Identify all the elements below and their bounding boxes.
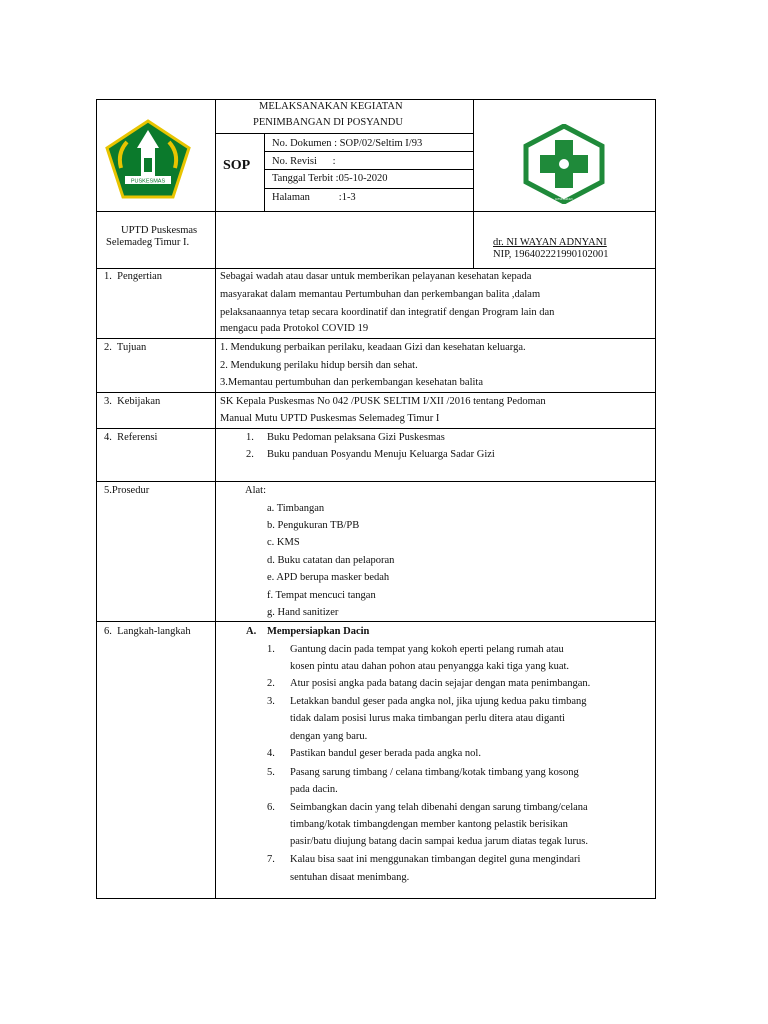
alat-item: a. Timbangan bbox=[267, 503, 325, 514]
tujuan-line-3: 3.Memantau pertumbuhan dan perkembangan kesehatan balita bbox=[220, 377, 483, 388]
step-line: Atur posisi angka pada batang dacin sejajar dengan mata penimbangan. bbox=[290, 678, 591, 689]
step-line: kosen pintu atau dahan pohon atau penyangga kaki tiga yang kuat. bbox=[290, 661, 570, 672]
kebijakan-line-2: Manual Mutu UPTD Puskesmas Selemadeg Timur I bbox=[220, 413, 440, 424]
tujuan-line-2: 2. Mendukung perilaku hidup bersih dan sehat. bbox=[220, 360, 418, 371]
subsection-letter: A. bbox=[246, 626, 257, 637]
section-label-referensi: 4. Referensi bbox=[104, 432, 158, 443]
step-line: Kalau bisa saat ini menggunakan timbangan degitel guna mengindari bbox=[290, 854, 581, 865]
page-count: Halaman :1-3 bbox=[272, 192, 356, 203]
header-bottom-line bbox=[96, 211, 656, 212]
step-line: tidak dalam posisi lurus maka timbangan perlu ditera atau diganti bbox=[290, 713, 565, 724]
section-label-tujuan: 2. Tujuan bbox=[104, 342, 147, 353]
section-label-langkah: 6. Langkah-langkah bbox=[104, 626, 191, 637]
step-line: pasir/batu diujung batang dacin sampai kedua jarum diatas tegak lurus. bbox=[290, 836, 588, 847]
doc-row-line-2 bbox=[264, 169, 473, 170]
pengertian-line-2: masyarakat dalam memantau Pertumbuhan dan perkembangan balita ,dalam bbox=[220, 289, 541, 300]
revision-number: No. Revisi : bbox=[272, 156, 336, 167]
row-line-kebijakan bbox=[96, 428, 656, 429]
step-line: Pasang sarung timbang / celana timbang/kotak timbang yang kosong bbox=[290, 767, 579, 778]
step-line: Seimbangkan dacin yang telah dibenahi dengan sarung timbang/celana bbox=[290, 802, 588, 813]
step-line: pada dacin. bbox=[290, 784, 338, 795]
section-label-prosedur: 5.Prosedur bbox=[104, 485, 150, 496]
step-line: Pastikan bandul geser berada pada angka nol. bbox=[290, 748, 481, 759]
signer-name: dr. NI WAYAN ADNYANI bbox=[493, 237, 607, 248]
pengertian-line-1: Sebagai wadah atau dasar untuk memberikan pelayanan kesehatan kepada bbox=[220, 271, 532, 282]
step-number: 1. bbox=[267, 644, 275, 655]
title-bottom-line bbox=[215, 133, 473, 134]
uptd-name-line-2: Selemadeg Timur I. bbox=[106, 237, 190, 248]
row-line-tujuan bbox=[96, 392, 656, 393]
column-divider bbox=[215, 99, 216, 899]
referensi-item-1: Buku Pedoman pelaksana Gizi Puskesmas bbox=[267, 432, 445, 443]
signer-nip: NIP, 196402221990102001 bbox=[493, 249, 609, 260]
uptd-name-line-1: UPTD Puskesmas bbox=[121, 225, 198, 236]
step-number: 3. bbox=[267, 696, 275, 707]
row-line-referensi bbox=[96, 481, 656, 482]
step-number: 7. bbox=[267, 854, 275, 865]
bakti-husada-logo bbox=[522, 124, 606, 204]
table-border-left bbox=[96, 99, 97, 899]
alat-item: b. Pengukuran TB/PB bbox=[267, 520, 360, 531]
svg-text:KESEHATAN: KESEHATAN bbox=[555, 197, 573, 201]
subsection-title: Mempersiapkan Dacin bbox=[267, 626, 370, 637]
step-number: 5. bbox=[267, 767, 275, 778]
step-number: 6. bbox=[267, 802, 275, 813]
step-line: sentuhan disaat menimbang. bbox=[290, 872, 410, 883]
kebijakan-line-1: SK Kepala Puskesmas No 042 /PUSK SELTIM I/XII /2016 tentang Pedoman bbox=[220, 396, 546, 407]
alat-item: c. KMS bbox=[267, 537, 300, 548]
step-line: Gantung dacin pada tempat yang kokoh eperti pelang rumah atau bbox=[290, 644, 564, 655]
step-line: dengan yang baru. bbox=[290, 731, 368, 742]
referensi-num-1: 1. bbox=[246, 432, 254, 443]
sop-title-line-2: PENIMBANGAN DI POSYANDU bbox=[253, 117, 403, 128]
alat-label: Alat: bbox=[245, 485, 266, 496]
sop-label: SOP bbox=[223, 158, 251, 173]
alat-item: f. Tempat mencuci tangan bbox=[267, 590, 376, 601]
section-label-kebijakan: 3. Kebijakan bbox=[104, 396, 161, 407]
referensi-num-2: 2. bbox=[246, 449, 254, 460]
alat-item: g. Hand sanitizer bbox=[267, 607, 339, 618]
row-line-pengertian bbox=[96, 338, 656, 339]
sop-divider bbox=[264, 133, 265, 211]
doc-row-line-3 bbox=[264, 188, 473, 189]
table-border-right bbox=[655, 99, 656, 899]
pengertian-line-3: pelaksanaannya tetap secara koordinatif dan integratif dengan Program lain dan bbox=[220, 307, 555, 318]
puskesmas-logo bbox=[103, 118, 193, 200]
step-number: 2. bbox=[267, 678, 275, 689]
header-divider-right bbox=[473, 99, 474, 269]
section-label-pengertian: 1. Pengertian bbox=[104, 271, 163, 282]
doc-row-line-1 bbox=[264, 151, 473, 152]
org-row-bottom bbox=[96, 268, 656, 269]
sop-title-line-1: MELAKSANAKAN KEGIATAN bbox=[259, 101, 403, 112]
step-number: 4. bbox=[267, 748, 275, 759]
alat-item: d. Buku catatan dan pelaporan bbox=[267, 555, 395, 566]
doc-number: No. Dokumen : SOP/02/Seltim I/93 bbox=[272, 138, 423, 149]
issue-date: Tanggal Terbit :05-10-2020 bbox=[272, 173, 388, 184]
step-line: timbang/kotak timbangdengan member kantong pelastik berisikan bbox=[290, 819, 568, 830]
svg-text:PUSKESMAS: PUSKESMAS bbox=[130, 178, 166, 185]
pengertian-line-4: mengacu pada Protokol COVID 19 bbox=[220, 323, 369, 334]
step-line: Letakkan bandul geser pada angka nol, jika ujung kedua paku timbang bbox=[290, 696, 587, 707]
tujuan-line-1: 1. Mendukung perbaikan perilaku, keadaan Gizi dan kesehatan keluarga. bbox=[220, 342, 526, 353]
referensi-item-2: Buku panduan Posyandu Menuju Keluarga Sadar Gizi bbox=[267, 449, 495, 460]
alat-item: e. APD berupa masker bedah bbox=[267, 572, 390, 583]
table-border-bottom bbox=[96, 898, 656, 899]
row-line-prosedur bbox=[96, 621, 656, 622]
